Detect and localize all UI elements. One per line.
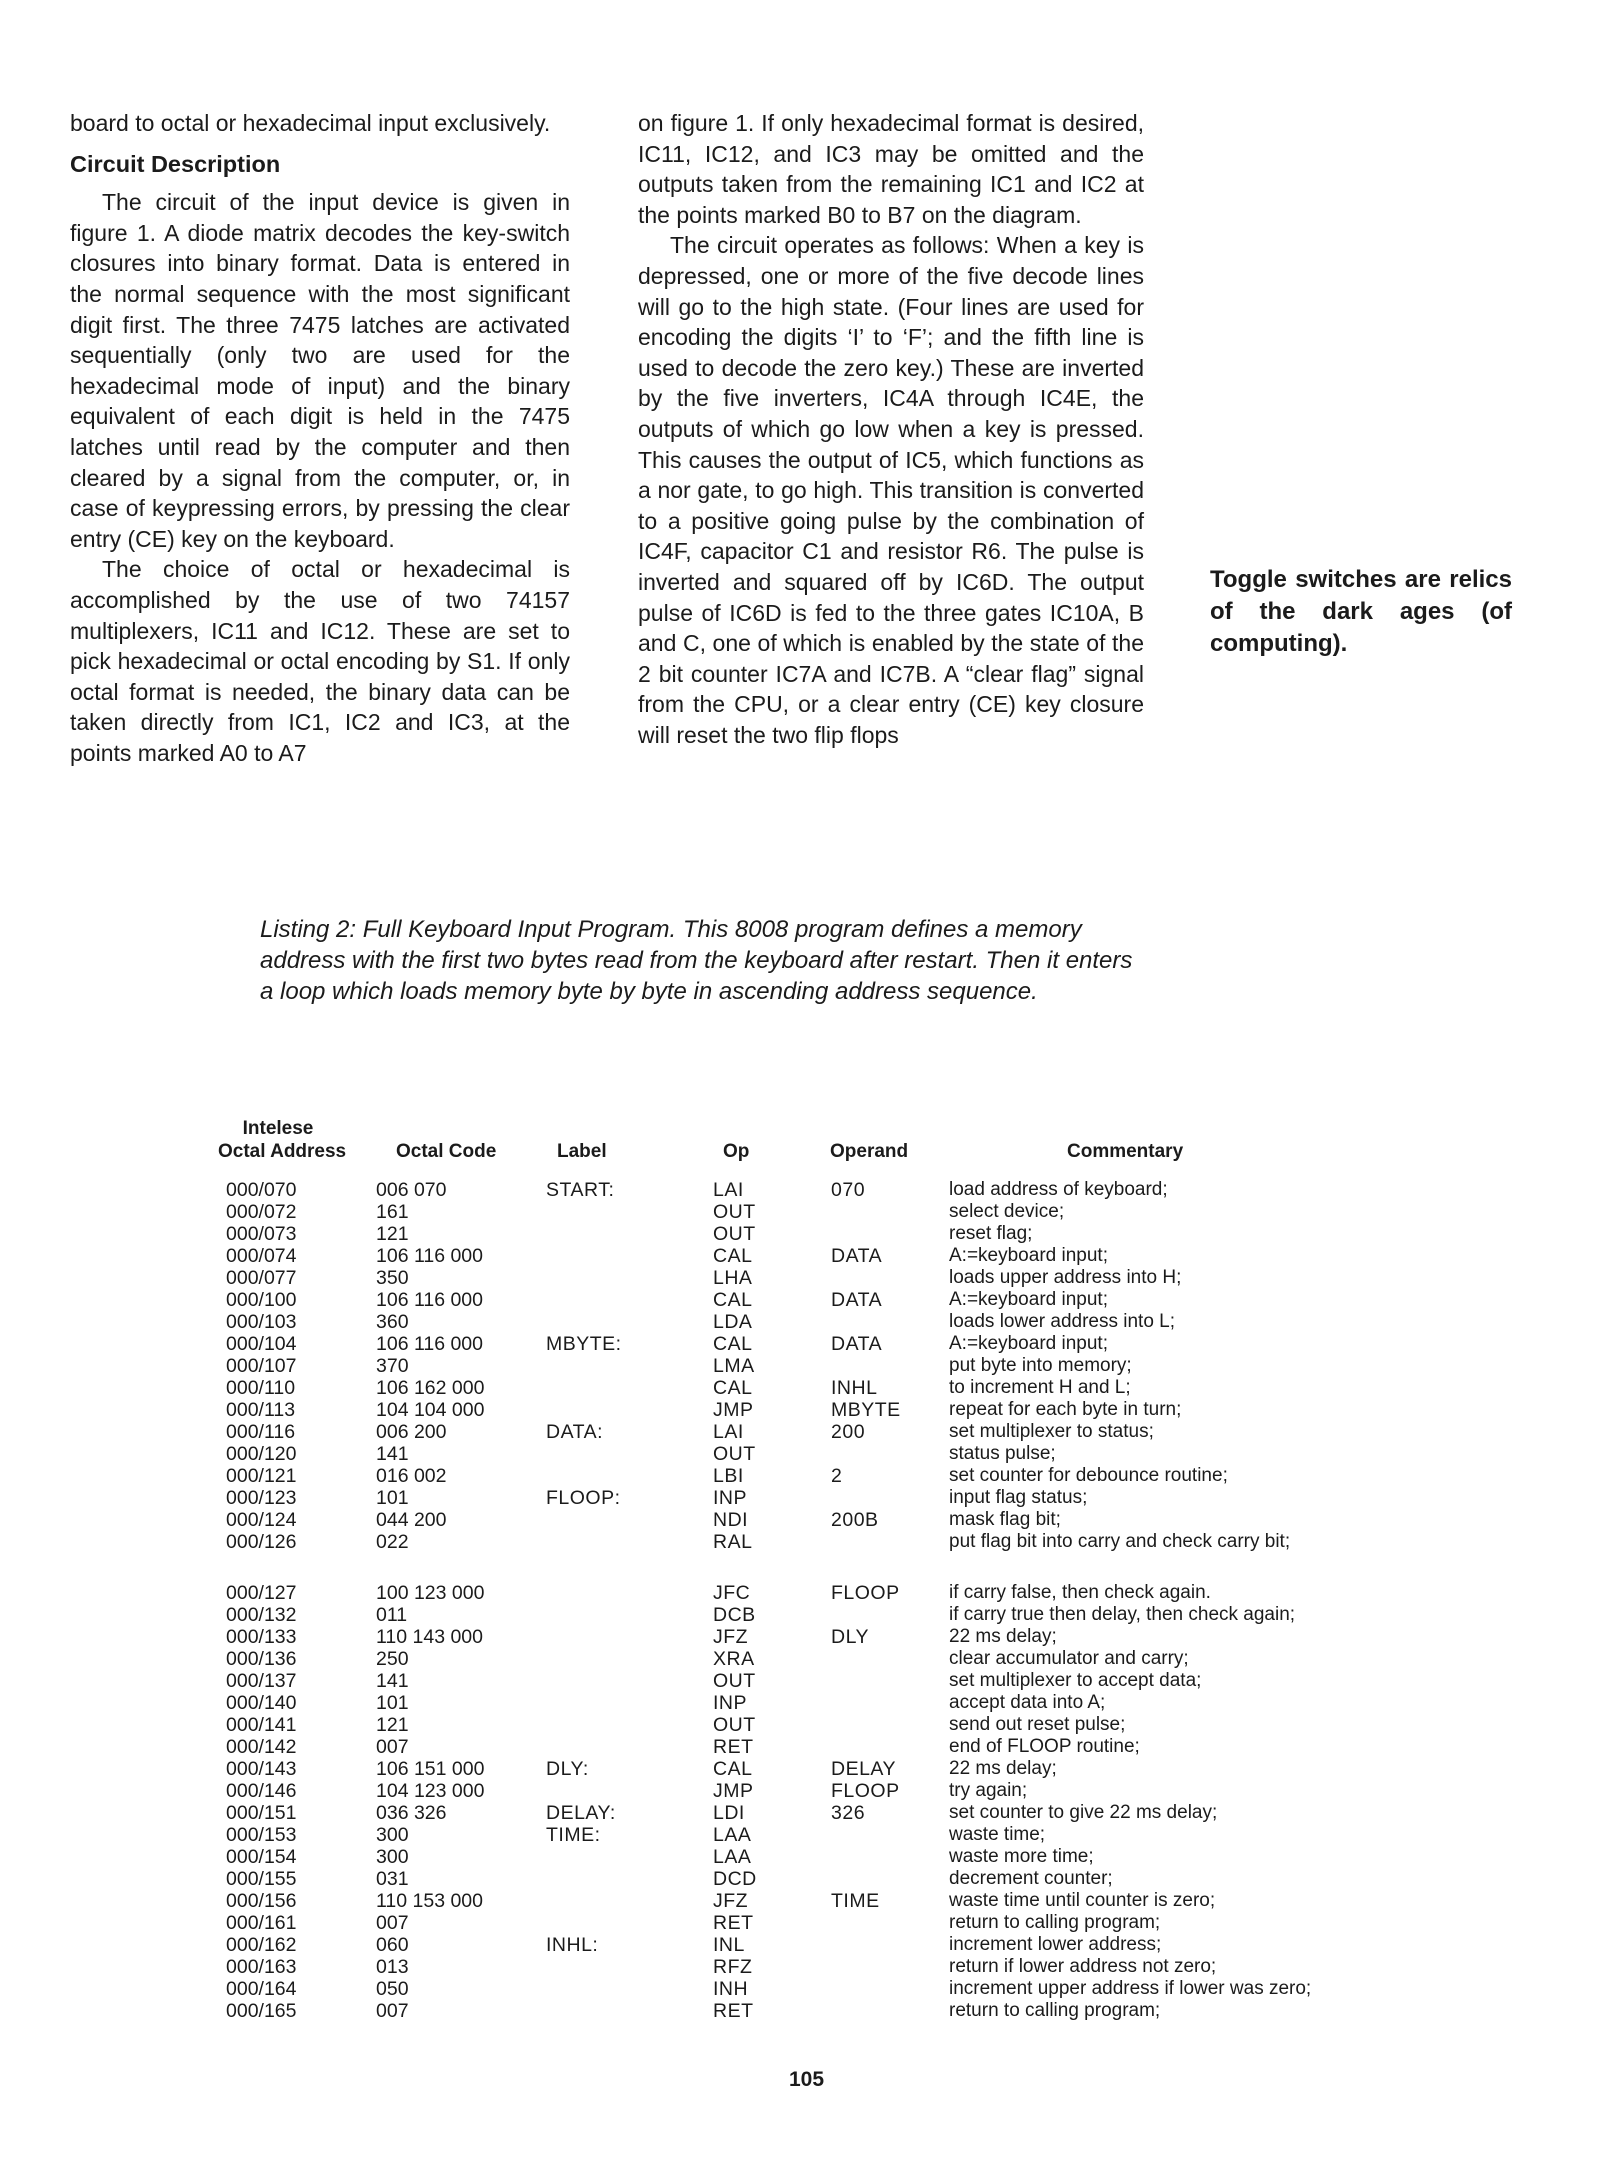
octal-code-cell: 104 123 000 <box>376 1780 485 1802</box>
octal-code-cell: 106 116 000 <box>376 1245 483 1267</box>
address-cell: 000/124 <box>226 1509 297 1531</box>
commentary-cell: clear accumulator and carry; <box>949 1648 1189 1669</box>
body-column-right <box>638 108 1144 750</box>
operand-cell: MBYTE <box>831 1399 901 1421</box>
octal-code-cell: 101 <box>376 1692 409 1714</box>
sidebar-pull-quote: Toggle switches are relics of the dark ages (of computing). <box>1210 566 1512 657</box>
operand-cell: DATA <box>831 1289 883 1311</box>
op-cell: JFZ <box>713 1626 749 1648</box>
octal-code-cell: 110 153 000 <box>376 1890 483 1912</box>
op-cell: INP <box>713 1692 748 1714</box>
address-cell: 000/120 <box>226 1443 297 1465</box>
address-cell: 000/107 <box>226 1355 297 1377</box>
op-cell: LAA <box>713 1824 752 1846</box>
commentary-cell: input flag status; <box>949 1487 1088 1508</box>
commentary-cell: put byte into memory; <box>949 1355 1132 1376</box>
table-row <box>190 1289 1390 1311</box>
table-row <box>190 1802 1390 1824</box>
address-cell: 000/136 <box>226 1648 297 1670</box>
address-cell: 000/146 <box>226 1780 297 1802</box>
op-cell: CAL <box>713 1245 753 1267</box>
octal-code-cell: 011 <box>376 1604 408 1626</box>
octal-code-cell: 110 143 000 <box>376 1626 483 1648</box>
octal-code-cell: 006 200 <box>376 1421 447 1443</box>
commentary-cell: if carry true then delay, then check again; <box>949 1604 1296 1625</box>
op-cell: OUT <box>713 1670 756 1692</box>
operand-cell: DELAY <box>831 1758 896 1780</box>
address-cell: 000/100 <box>226 1289 297 1311</box>
commentary-cell: set counter to give 22 ms delay; <box>949 1802 1218 1823</box>
commentary-cell: if carry false, then check again. <box>949 1582 1211 1603</box>
address-cell: 000/143 <box>226 1758 297 1780</box>
operand-cell: 200B <box>831 1509 879 1531</box>
table-row <box>190 1531 1390 1575</box>
page-number: 105 <box>788 2068 825 2091</box>
octal-code-cell: 013 <box>376 1956 409 1978</box>
commentary-cell: end of FLOOP routine; <box>949 1736 1140 1757</box>
listing-rows <box>190 1179 1390 2022</box>
commentary-cell: increment upper address if lower was zero; <box>949 1978 1312 1999</box>
operand-cell: 200 <box>831 1421 866 1443</box>
table-row <box>190 1179 1390 1201</box>
address-cell: 000/161 <box>226 1912 297 1934</box>
table-row <box>190 1934 1390 1956</box>
address-cell: 000/074 <box>226 1245 297 1267</box>
commentary-cell: loads upper address into H; <box>949 1267 1182 1288</box>
table-row <box>190 1758 1390 1780</box>
commentary-cell: A:=keyboard input; <box>949 1245 1108 1266</box>
octal-code-cell: 006 070 <box>376 1179 447 1201</box>
op-cell: OUT <box>713 1201 756 1223</box>
address-cell: 000/127 <box>226 1582 297 1604</box>
address-cell: 000/151 <box>226 1802 297 1824</box>
address-cell: 000/162 <box>226 1934 297 1956</box>
table-row <box>190 1956 1390 1978</box>
header-label: Label <box>557 1141 607 1162</box>
address-cell: 000/141 <box>226 1714 297 1736</box>
table-row <box>190 1736 1390 1758</box>
label-cell: TIME: <box>546 1824 601 1846</box>
paragraph: The circuit of the input device is given in figure 1. A diode matrix decodes the key-switch closures into binary format. Data is entered in the normal sequence with the most significant digit first. The three 7475 latches are activated sequentially (only two are used for the hexadecimal mode of input) and the binary equivalent of each digit is held in the 7475 latches until read by the computer and then cleared by a signal from the computer, or, in case of keypressing errors, by pressing the clear entry (CE) key on the keyboard. <box>70 189 570 552</box>
commentary-cell: increment lower address; <box>949 1934 1162 1955</box>
commentary-cell: 22 ms delay; <box>949 1626 1057 1647</box>
commentary-cell: select device; <box>949 1201 1065 1222</box>
table-row <box>190 1692 1390 1714</box>
operand-cell: 326 <box>831 1802 866 1824</box>
commentary-cell: return if lower address not zero; <box>949 1956 1217 1977</box>
op-cell: CAL <box>713 1758 753 1780</box>
paragraph: board to octal or hexadecimal input exclusively. <box>70 110 551 136</box>
commentary-cell: A:=keyboard input; <box>949 1289 1108 1310</box>
table-row <box>190 1223 1390 1245</box>
table-row <box>190 1311 1390 1333</box>
operand-cell: DLY <box>831 1626 869 1648</box>
address-cell: 000/110 <box>226 1377 296 1399</box>
commentary-cell: status pulse; <box>949 1443 1056 1464</box>
commentary-cell: send out reset pulse; <box>949 1714 1126 1735</box>
commentary-cell: waste time until counter is zero; <box>949 1890 1216 1911</box>
commentary-cell: decrement counter; <box>949 1868 1113 1889</box>
paragraph: The choice of octal or hexadecimal is accomplished by the use of two 74157 multiplexers, IC11 and IC12. These are set to pick hexadecimal or octal encoding by S1. If only octal format is needed, the binary data can be taken directly from IC1, IC2 and IC3, at the points marked A0 to A7 <box>70 556 570 766</box>
op-cell: LAI <box>713 1421 744 1443</box>
address-cell: 000/142 <box>226 1736 297 1758</box>
op-cell: LDA <box>713 1311 753 1333</box>
op-cell: LAI <box>713 1179 744 1201</box>
paragraph: The circuit operates as follows: When a key is depressed, one or more of the five decode lines will go to the high state. (Four lines are used for encoding the digits ‘I’ to ‘F’; and the fifth line is used to decode the zero key.) These are inverted by the five inverters, IC4A through IC4E, the outputs of which go low when a key is pressed. This causes the output of IC5, which functions as a nor gate, to go high. This transition is converted to a positive going pulse by the combination of IC4F, capacitor C1 and resistor R6. The pulse is inverted and squared off by IC6D. The output pulse of IC6D is fed to the three gates IC10A, B and C, one of which is enabled by the state of the 2 bit counter IC7A and IC7B. A “clear flag” signal from the CPU, or a clear entry (CE) key closure will reset the two flip flops <box>638 232 1144 748</box>
octal-code-cell: 031 <box>376 1868 409 1890</box>
table-row <box>190 1355 1390 1377</box>
address-cell: 000/164 <box>226 1978 297 2000</box>
table-row <box>190 1487 1390 1509</box>
operand-cell: DATA <box>831 1245 883 1267</box>
label-cell: START: <box>546 1179 615 1201</box>
op-cell: INL <box>713 1934 745 1956</box>
octal-code-cell: 050 <box>376 1978 409 2000</box>
operand-cell: 070 <box>831 1179 866 1201</box>
header-commentary: Commentary <box>1067 1141 1184 1162</box>
octal-code-cell: 161 <box>376 1201 409 1223</box>
commentary-cell: to increment H and L; <box>949 1377 1131 1398</box>
commentary-cell: put flag bit into carry and check carry bit; <box>949 1531 1291 1552</box>
octal-code-cell: 141 <box>376 1443 409 1465</box>
header-octal-code: Octal Code <box>396 1141 497 1162</box>
octal-code-cell: 106 162 000 <box>376 1377 485 1399</box>
table-row <box>190 1201 1390 1223</box>
commentary-cell: waste more time; <box>949 1846 1094 1867</box>
address-cell: 000/104 <box>226 1333 297 1355</box>
commentary-cell: 22 ms delay; <box>949 1758 1057 1779</box>
table-row <box>190 1377 1390 1399</box>
body-column-left <box>70 108 570 768</box>
address-cell: 000/126 <box>226 1531 297 1553</box>
address-cell: 000/156 <box>226 1890 297 1912</box>
table-row <box>190 1421 1390 1443</box>
commentary-cell: mask flag bit; <box>949 1509 1061 1530</box>
octal-code-cell: 106 116 000 <box>376 1333 483 1355</box>
label-cell: DELAY: <box>546 1802 616 1824</box>
op-cell: LMA <box>713 1355 755 1377</box>
octal-code-cell: 104 104 000 <box>376 1399 485 1421</box>
op-cell: RFZ <box>713 1956 753 1978</box>
listing-caption: Listing 2: Full Keyboard Input Program. This 8008 program defines a memory address with the first two bytes read from the keyboard after restart. Then it enters a loop which loads memory byte by byte in ascending address sequence. <box>260 916 1133 1005</box>
table-row <box>190 1399 1390 1421</box>
commentary-cell: try again; <box>949 1780 1028 1801</box>
table-row <box>190 1780 1390 1802</box>
octal-code-cell: 106 151 000 <box>376 1758 485 1780</box>
octal-code-cell: 250 <box>376 1648 409 1670</box>
header-operand: Operand <box>830 1141 909 1162</box>
operand-cell: 2 <box>831 1465 843 1487</box>
paragraph: on figure 1. If only hexadecimal format is desired, IC11, IC12, and IC3 may be omitted and the outputs taken from the remaining IC1 and IC2 at the points marked B0 to B7 on the diagram. <box>638 110 1144 228</box>
table-row <box>190 1648 1390 1670</box>
op-cell: OUT <box>713 1443 756 1465</box>
octal-code-cell: 100 123 000 <box>376 1582 485 1604</box>
label-cell: MBYTE: <box>546 1333 622 1355</box>
table-row <box>190 1443 1390 1465</box>
op-cell: JMP <box>713 1399 754 1421</box>
address-cell: 000/155 <box>226 1868 297 1890</box>
op-cell: RET <box>713 1736 754 1758</box>
label-cell: INHL: <box>546 1934 599 1956</box>
table-row <box>190 1912 1390 1934</box>
op-cell: JFZ <box>713 1890 749 1912</box>
commentary-cell: return to calling program; <box>949 1912 1161 1933</box>
octal-code-cell: 007 <box>376 1736 409 1758</box>
octal-code-cell: 121 <box>376 1714 409 1736</box>
octal-code-cell: 022 <box>376 1531 409 1553</box>
commentary-cell: set counter for debounce routine; <box>949 1465 1228 1486</box>
octal-code-cell: 060 <box>376 1934 409 1956</box>
octal-code-cell: 121 <box>376 1223 409 1245</box>
op-cell: JMP <box>713 1780 754 1802</box>
octal-code-cell: 016 002 <box>376 1465 447 1487</box>
octal-code-cell: 007 <box>376 1912 409 1934</box>
header-octal-address: Intelese Octal Address <box>218 1118 347 1162</box>
address-cell: 000/116 <box>226 1421 296 1443</box>
op-cell: LAA <box>713 1846 752 1868</box>
commentary-cell: waste time; <box>949 1824 1046 1845</box>
op-cell: OUT <box>713 1714 756 1736</box>
table-row <box>190 1509 1390 1531</box>
octal-code-cell: 141 <box>376 1670 409 1692</box>
octal-code-cell: 007 <box>376 2000 409 2022</box>
section-heading: Circuit Description <box>70 150 281 177</box>
table-row <box>190 1245 1390 1267</box>
address-cell: 000/132 <box>226 1604 297 1626</box>
table-row <box>190 1714 1390 1736</box>
op-cell: LBI <box>713 1465 744 1487</box>
header-op: Op <box>723 1141 750 1162</box>
operand-cell: FLOOP <box>831 1582 900 1604</box>
table-row <box>190 1846 1390 1868</box>
octal-code-cell: 360 <box>376 1311 409 1333</box>
octal-code-cell: 300 <box>376 1846 409 1868</box>
address-cell: 000/077 <box>226 1267 297 1289</box>
table-row <box>190 1465 1390 1487</box>
operand-cell: INHL <box>831 1377 878 1399</box>
op-cell: INH <box>713 1978 749 2000</box>
table-row <box>190 1626 1390 1648</box>
op-cell: NDI <box>713 1509 749 1531</box>
op-cell: LDI <box>713 1802 745 1824</box>
address-cell: 000/163 <box>226 1956 297 1978</box>
op-cell: CAL <box>713 1333 753 1355</box>
table-row <box>190 1582 1390 1604</box>
octal-code-cell: 370 <box>376 1355 409 1377</box>
op-cell: OUT <box>713 1223 756 1245</box>
address-cell: 000/137 <box>226 1670 297 1692</box>
address-cell: 000/140 <box>226 1692 297 1714</box>
op-cell: DCB <box>713 1604 756 1626</box>
octal-code-cell: 106 116 000 <box>376 1289 483 1311</box>
label-cell: DLY: <box>546 1758 589 1780</box>
op-cell: CAL <box>713 1289 753 1311</box>
op-cell: DCD <box>713 1868 757 1890</box>
address-cell: 000/133 <box>226 1626 297 1648</box>
op-cell: XRA <box>713 1648 755 1670</box>
address-cell: 000/123 <box>226 1487 297 1509</box>
commentary-cell: set multiplexer to status; <box>949 1421 1154 1442</box>
octal-code-cell: 044 200 <box>376 1509 447 1531</box>
octal-code-cell: 300 <box>376 1824 409 1846</box>
commentary-cell: return to calling program; <box>949 2000 1161 2021</box>
table-row <box>190 1868 1390 1890</box>
address-cell: 000/165 <box>226 2000 297 2022</box>
octal-code-cell: 036 326 <box>376 1802 447 1824</box>
octal-code-cell: 350 <box>376 1267 409 1289</box>
label-cell: DATA: <box>546 1421 604 1443</box>
op-cell: RET <box>713 2000 754 2022</box>
commentary-cell: A:=keyboard input; <box>949 1333 1108 1354</box>
label-cell: FLOOP: <box>546 1487 621 1509</box>
table-row <box>190 1604 1390 1626</box>
commentary-cell: loads lower address into L; <box>949 1311 1176 1332</box>
commentary-cell: repeat for each byte in turn; <box>949 1399 1182 1420</box>
op-cell: RAL <box>713 1531 753 1553</box>
op-cell: RET <box>713 1912 754 1934</box>
commentary-cell: load address of keyboard; <box>949 1179 1168 1200</box>
op-cell: LHA <box>713 1267 753 1289</box>
op-cell: CAL <box>713 1377 753 1399</box>
table-row <box>190 1333 1390 1355</box>
address-cell: 000/154 <box>226 1846 297 1868</box>
table-row <box>190 1267 1390 1289</box>
address-cell: 000/103 <box>226 1311 297 1333</box>
commentary-cell: accept data into A; <box>949 1692 1106 1713</box>
operand-cell: DATA <box>831 1333 883 1355</box>
table-row <box>190 1890 1390 1912</box>
op-cell: JFC <box>713 1582 751 1604</box>
commentary-cell: set multiplexer to accept data; <box>949 1670 1202 1691</box>
table-row <box>190 1824 1390 1846</box>
address-cell: 000/121 <box>226 1465 297 1487</box>
table-row <box>190 1670 1390 1692</box>
commentary-cell: reset flag; <box>949 1223 1033 1244</box>
address-cell: 000/072 <box>226 1201 297 1223</box>
address-cell: 000/070 <box>226 1179 297 1201</box>
table-row <box>190 2000 1390 2022</box>
address-cell: 000/153 <box>226 1824 297 1846</box>
operand-cell: FLOOP <box>831 1780 900 1802</box>
octal-code-cell: 101 <box>376 1487 409 1509</box>
op-cell: INP <box>713 1487 748 1509</box>
address-cell: 000/113 <box>226 1399 296 1421</box>
address-cell: 000/073 <box>226 1223 297 1245</box>
table-row <box>190 1978 1390 2000</box>
operand-cell: TIME <box>831 1890 880 1912</box>
